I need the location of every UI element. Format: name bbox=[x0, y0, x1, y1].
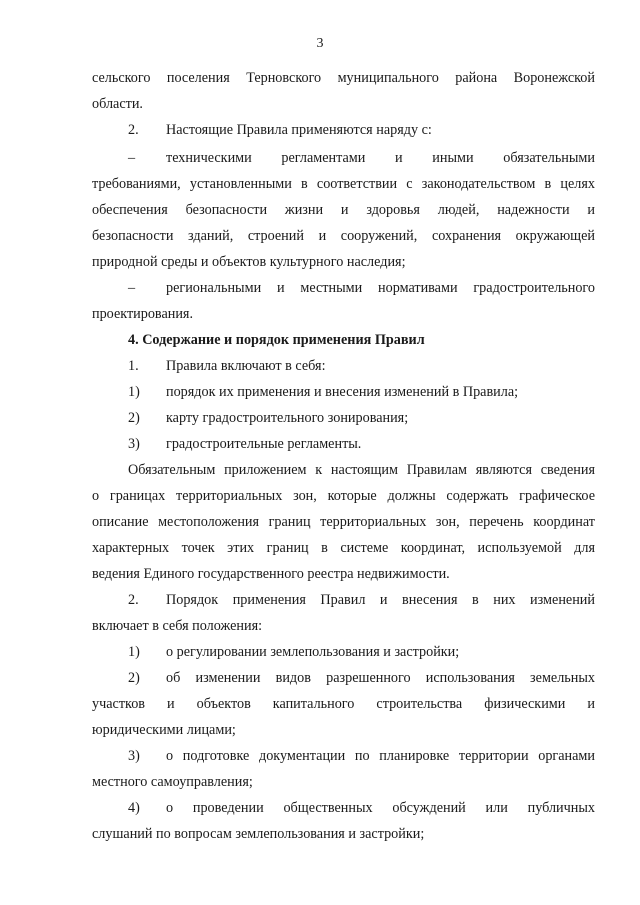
item-number: 4) bbox=[128, 800, 140, 816]
text-line: градостроительные регламенты. bbox=[166, 436, 362, 452]
item-number: 1) bbox=[128, 644, 140, 660]
text-line: местного самоуправления; bbox=[92, 774, 253, 790]
text-line: Правила включают в себя: bbox=[166, 358, 326, 374]
item-number: 2. bbox=[128, 122, 139, 138]
text-line: сельского поселения Терновского муниципального района Воронежской bbox=[92, 70, 595, 86]
text-line: об изменении видов разрешенного использования земельных bbox=[166, 670, 595, 686]
text-line: карту градостроительного зонирования; bbox=[166, 410, 409, 426]
text-line: природной среды и объектов культурного наследия; bbox=[92, 254, 406, 270]
section-heading: 4. Содержание и порядок применения Правил bbox=[128, 332, 425, 348]
text-line: Обязательным приложением к настоящим Правилам являются сведения bbox=[128, 462, 595, 478]
text-line: безопасности зданий, строений и сооружений, сохранения окружающей bbox=[92, 228, 595, 244]
text-line: требованиями, установленными в соответствии с законодательством в целях bbox=[92, 176, 595, 192]
dash-marker: – bbox=[128, 150, 136, 166]
text-line: о проведении общественных обсуждений или публичных bbox=[166, 800, 595, 816]
text-line: описание местоположения границ территориальных зон, перечень координат bbox=[92, 514, 595, 530]
text-line: проектирования. bbox=[92, 306, 194, 322]
item-number: 1. bbox=[128, 358, 139, 374]
text-line: обеспечения безопасности жизни и здоровья людей, надежности и bbox=[92, 202, 595, 218]
text-line: техническими регламентами и иными обязательными bbox=[166, 150, 595, 166]
page-number: 3 bbox=[316, 36, 324, 51]
text-line: региональными и местными нормативами градостроительного bbox=[166, 280, 595, 296]
item-number: 1) bbox=[128, 384, 140, 400]
text-line: характерных точек этих границ в системе координат, используемой для bbox=[92, 540, 595, 556]
item-number: 2) bbox=[128, 670, 140, 686]
item-number: 3) bbox=[128, 436, 140, 452]
item-number: 2) bbox=[128, 410, 140, 426]
text-line: области. bbox=[92, 96, 143, 112]
text-line: ведения Единого государственного реестра недвижимости. bbox=[92, 566, 450, 582]
text-line: юридическими лицами; bbox=[92, 722, 236, 738]
text-line: о подготовке документации по планировке территории органами bbox=[166, 748, 595, 764]
item-number: 3) bbox=[128, 748, 140, 764]
text-line: Порядок применения Правил и внесения в них изменений bbox=[166, 592, 595, 608]
text-line: о регулировании землепользования и застройки; bbox=[166, 644, 460, 660]
text-line: Настоящие Правила применяются наряду с: bbox=[166, 122, 432, 138]
text-line: включает в себя положения: bbox=[92, 618, 263, 634]
dash-marker: – bbox=[128, 280, 136, 296]
item-number: 2. bbox=[128, 592, 139, 608]
text-line: порядок их применения и внесения изменений в Правила; bbox=[166, 384, 519, 400]
text-line: о границах территориальных зон, которые должны содержать графическое bbox=[92, 488, 595, 504]
text-line: участков и объектов капитального строительства физическими и bbox=[92, 696, 595, 712]
text-line: слушаний по вопросам землепользования и застройки; bbox=[92, 826, 425, 842]
